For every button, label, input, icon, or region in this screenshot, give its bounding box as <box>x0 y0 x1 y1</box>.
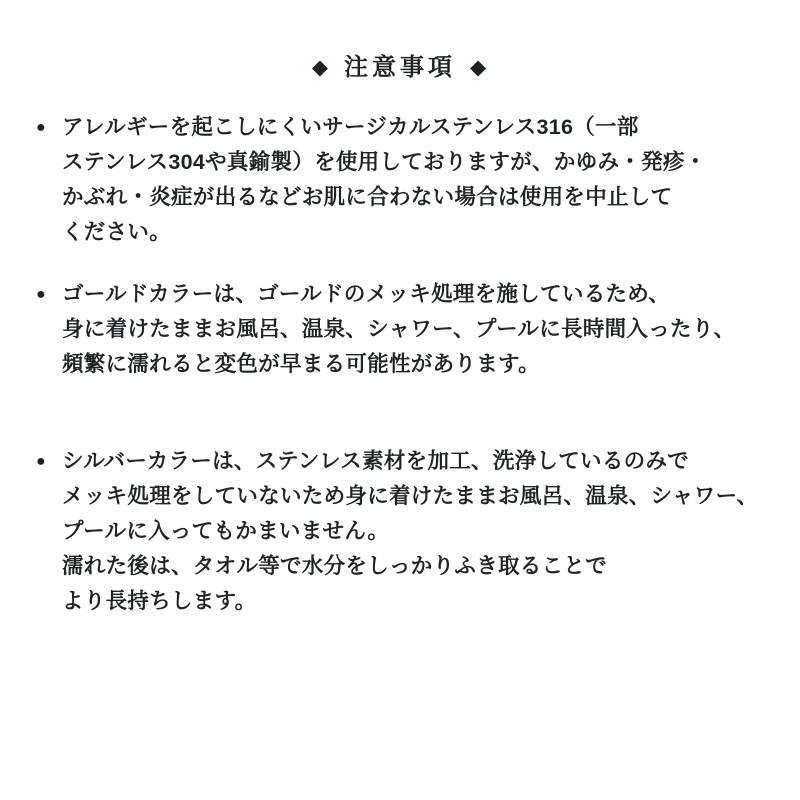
note-line: ステンレス304や真鍮製）を使用しておりますが、かゆみ・発疹・ <box>62 150 707 174</box>
note-line: メッキ処理をしていないため身に着けたままお風呂、温泉、シャワー、 <box>62 484 759 508</box>
note-line: プールに入ってもかまいません。 <box>62 519 390 543</box>
note-line: 濡れた後は、タオル等で水分をしっかりふき取ることで <box>62 554 608 578</box>
bullet-icon: ● <box>36 286 46 303</box>
page-title-text: 注意事項 <box>344 54 456 81</box>
note-line: かぶれ・炎症が出るなどお肌に合わない場合は使用を中止して <box>62 185 673 209</box>
note-line: シルバーカラーは、ステンレス素材を加工、洗浄しているのみで <box>62 449 690 473</box>
note-line: 頻繁に濡れると変色が早まる可能性があります。 <box>62 352 540 376</box>
note-gold-color <box>36 277 735 382</box>
note-line: ゴールドカラーは、ゴールドのメッキ処理を施しているため、 <box>62 282 671 306</box>
note-line: ください。 <box>62 220 172 244</box>
diamond-icon: ◆ <box>311 56 330 79</box>
note-allergy <box>36 110 707 250</box>
note-silver-color <box>36 444 758 619</box>
bullet-icon: ● <box>36 119 46 136</box>
note-allergy-text <box>62 110 707 250</box>
note-silver-color-text <box>62 444 758 619</box>
diamond-icon: ◆ <box>470 56 489 79</box>
note-line: アレルギーを起こしにくいサージカルステンレス316（一部 <box>62 115 639 139</box>
note-line: 身に着けたままお風呂、温泉、シャワー、プールに長時間入ったり、 <box>62 317 736 341</box>
note-gold-color-text <box>62 277 735 382</box>
note-line: より長持ちします。 <box>62 589 257 613</box>
bullet-icon: ● <box>36 453 46 470</box>
page-title <box>0 54 800 82</box>
